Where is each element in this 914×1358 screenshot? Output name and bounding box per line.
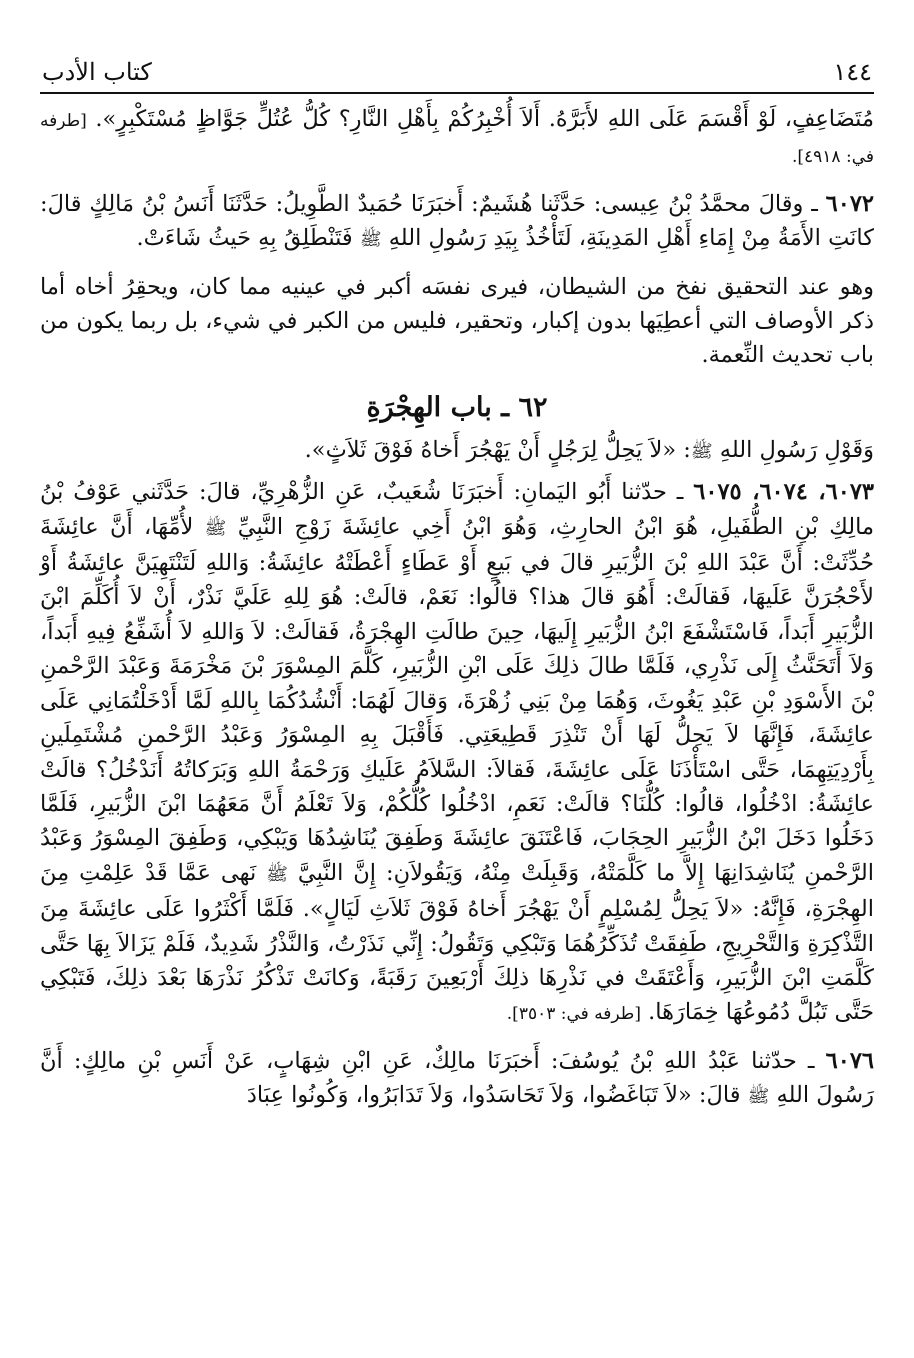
page-body	[40, 102, 874, 1115]
hadith-number: ٦٠٧٦	[825, 1047, 874, 1074]
hadith-text: ـ وقالَ محمَّدُ بْنُ عِيسى: حَدَّثَنا هُشَيمٌ: أَخبَرَنَا حُمَيدٌ الطَّوِيلُ: حَدَّثَنَا أَنَسُ بْنُ مَالِكٍ قالَ: كانَتِ الأَمَةُ مِنْ إِمَاءِ أَهْلِ المَدِينَةِ، لَتَأْخُذُ بِيَدِ رَسُولِ اللهِ	[40, 190, 874, 252]
salawat-glyph: ﷺ	[747, 1086, 770, 1108]
hadith-text: ـ حدّثنا أَبُو اليَمانِ: أَخبَرَنَا شُعَيبٌ، عَنِ الزُّهْرِيِّ، قالَ: حَدَّثَني عَوْفُ بْنُ مالِكِ بْنِ الطُّفَيلِ، هُوَ ابْنُ الحارِثِ، وَهُوَ ابْنُ أَخِي عائِشَةَ زَوْجِ النَّبِيِّ	[40, 479, 875, 540]
hadith-text: نَهى عَمَّا قَدْ عَلِمْتِ مِنَ الهِجْرَةِ، فَإِنَّهُ: «لاَ يَحِلُّ لِمُسْلِمٍ أَنْ يَهْجُرَ أَخاهُ فَوْقَ ثَلاَثِ لَيَالٍ». فَلَمَّا أَكْثَرُوا عَلَى عائِشَةَ مِنَ التَّذْكِرَةِ وَالتَّحْرِيجِ، طَفِقَتْ تُذَكِّرُهُمَا وَتَبْكِي وَتَقُولُ: إِنِّي نَذَرْتُ، وَالنَّذْرُ شَدِيدٌ، فَلَمْ يَزَالاَ بِهَا حَتَّى كَلَّمَتِ ابْنَ الزُّبَيرِ، وَأَعْتَقَتْ في نَذْرِهَا ذلِكَ أَرْبَعِينَ رَقَبَةً، وَكانَتْ تَذْكُرُ نَذْرَهَا بَعْدَ ذلِكَ، فَتَبْكِي حَتَّى تَبُلَّ دُمُوعُهَا خِمَارَهَا.	[40, 859, 874, 1026]
chapter-intro	[40, 433, 874, 469]
hadith-text: مُتَضَاعِفٍ، لَوْ أَقْسَمَ عَلَى اللهِ لأَبَرَّهُ. أَلاَ أُخْبِرُكُمْ بِأَهْلِ النَّارِ؟ كُلُّ عُتُلٍّ جَوَّاظٍ مُسْتَكْبِرٍ».	[95, 106, 874, 132]
commentary-text: وهو عند التحقيق نفخ من الشيطان، فيرى نفسَه أكبر في عينيه مما كان، ويحقِرُ أخاه أما ذكر الأوصاف التي أعطِيَها بدون إكبار، وتحقير، فليس من الكبر في شيء، بل ربما يكون من باب تحديث النِّعمة.	[40, 273, 874, 369]
salawat-glyph: ﷺ	[204, 517, 227, 539]
chapter-intro-text: : «لاَ يَحِلُّ لِرَجُلٍ أَنْ يَهْجُرَ أَخاهُ فَوْقَ ثَلاَثٍ».	[304, 436, 691, 463]
hadith-6072	[40, 187, 874, 258]
salawat-glyph: ﷺ	[690, 440, 713, 462]
salawat-glyph: ﷺ	[266, 863, 288, 885]
cross-reference: [طرفه في: ٤٩١٨].	[40, 111, 874, 168]
hadith-text: ـ حدّثنا عَبْدُ اللهِ بْنُ يُوسُفَ: أَخبَرَنَا مالِكٌ، عَنِ ابْنِ شِهَابٍ، عَنْ أَنَسِ بْنِ مالِكٍ: أَنَّ رَسُولَ اللهِ	[40, 1047, 874, 1109]
hadith-number: ٦٠٧٢	[825, 190, 874, 217]
page-number: ١٤٤	[833, 58, 872, 86]
header-rule	[40, 92, 874, 94]
hadith-6073-6075	[40, 475, 874, 1032]
hadith-6071-ending	[40, 102, 874, 175]
running-head	[40, 58, 874, 92]
commentary-paragraph	[40, 270, 874, 373]
chapter-title: ٦٢ ـ باب الهِجْرَةِ	[366, 391, 548, 423]
salawat-glyph: ﷺ	[359, 229, 382, 251]
hadith-text: فَتَنْطَلِقُ بِهِ حَيثُ شَاءَتْ.	[136, 225, 353, 252]
chapter-intro-text: وَقَوْلِ رَسُولِ اللهِ	[719, 436, 874, 463]
hadith-text: لأُمِّهَا، أَنَّ عائِشَةَ حُدِّثَتْ: أَنَّ عَبْدَ اللهِ بْنَ الزُّبَيرِ قالَ في بَيعٍ أَوْ عَطَاءٍ أَعْطَتْهُ عائِشَةُ: وَاللهِ لَتَنْتَهِيَنَّ عائِشَةُ أَوْ لأَحْجُرَنَّ عَلَيهَا، فَقالَتْ: أَهُوَ قالَ هذا؟ قالُوا: نَعَمْ، قالَتْ: هُوَ لِلهِ عَلَيَّ نَذْرٌ، أَنْ لاَ أُكَلِّمَ ابْنَ الزُّبَيرِ أَبَداً، فَاسْتَشْفَعَ ابْنُ الزُّبَيرِ إِلَيهَا، حِينَ طالَتِ الهِجْرَةُ، فَقالَتْ: لاَ وَاللهِ لاَ أُشَفِّعُ فِيهِ أَبَداً، وَلاَ أَتَحَنَّثُ إِلَى نَذْرِي، فَلَمَّا طالَ ذلِكَ عَلَى ابْنِ الزُّبَيرِ، كَلَّمَ المِسْوَرَ بْنَ مَخْرَمَةَ وَعَبْدَ الرَّحْمنِ بْنَ الأَسْوَدِ بْنِ عَبْدِ يَغُوثَ، وَهُمَا مِنْ بَنِي زُهْرَةَ، وَقالَ لَهُمَا: أَنْشُدُكُمَا بِاللهِ لَمَّا أَدْخَلْتُمَانِي عَلَى عائِشَةَ، فَإِنَّهَا لاَ يَحِلُّ لَهَا أَنْ تَنْذِرَ قَطِيعَتِي. فَأَقْبَلَ بِهِ المِسْوَرُ وَعَبْدُ الرَّحْمنِ مُشْتَمِلَينِ بِأَرْدِيَتِهِمَا، حَتَّى اسْتَأْذَنَا عَلَى عائِشَةَ، فَقالاَ: السَّلاَمُ عَلَيكِ وَرَحْمَةُ اللهِ وَبَرَكاتُهُ أَنَدْخُلُ؟ قالَتْ عائِشَةُ: ادْخُلُوا، قالُوا: كُلُّنَا؟ قالَتْ: نَعَمِ، ادْخُلُوا كُلُّكُمْ، وَلاَ تَعْلَمُ أَنَّ مَعَهُمَا ابْنَ الزُّبَيرِ، فَلَمَّا دَخَلُوا دَخَلَ ابْنُ الزُّبَيرِ الحِجَابَ، فَاعْتَنَقَ عائِشَةَ وَطَفِقَ يُنَاشِدُهَا وَيَبْكِي، وَطَفِقَ المِسْوَرُ وَعَبْدُ الرَّحْمنِ يُنَاشِدَانِهَا إِلاَّ ما كَلَّمَتْهُ، وَقَبِلَتْ مِنْهُ، وَيَقُولاَنِ: إِنَّ النَّبِيَّ	[40, 513, 874, 886]
cross-reference: [طرفه في: ٣٥٠٣].	[506, 1004, 641, 1025]
hadith-text: قالَ: «لاَ تَبَاغَضُوا، وَلاَ تَحَاسَدُوا، وَلاَ تَدَابَرُوا، وَكُونُوا عِبَادَ	[246, 1082, 741, 1109]
hadith-6076	[40, 1044, 874, 1115]
book-title: كتاب الأدب	[42, 58, 152, 86]
hadith-number: ٦٠٧٣، ٦٠٧٤، ٦٠٧٥	[693, 479, 874, 506]
